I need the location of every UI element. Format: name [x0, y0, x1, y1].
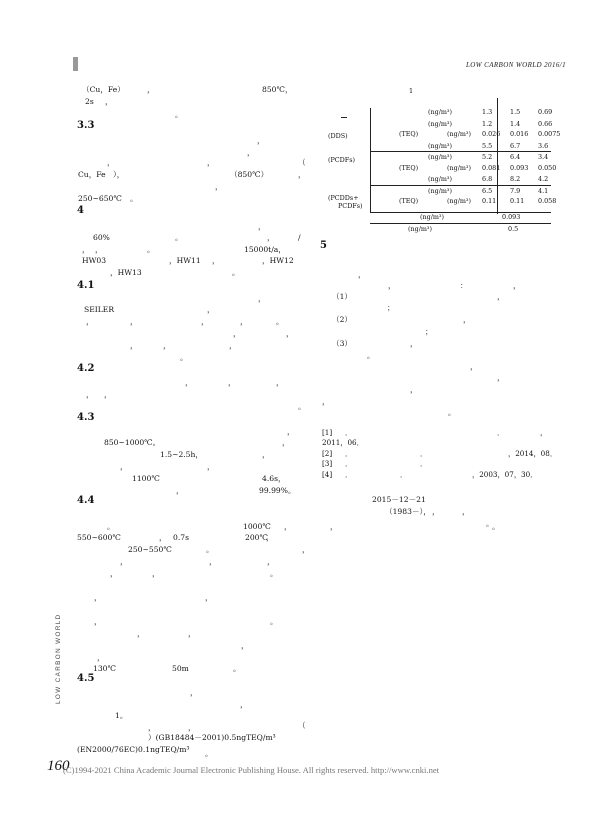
- text-run: ，: [137, 629, 145, 638]
- text-run: ，: [302, 545, 310, 554]
- text-run: ，HW12: [262, 256, 294, 265]
- table-cell-value: 0.0075: [538, 130, 561, 138]
- text-run: （3）: [332, 339, 353, 348]
- text-run: ，: [120, 462, 128, 471]
- text-run: ，: [215, 182, 223, 191]
- table-cell-value: 0.058: [538, 197, 557, 205]
- text-run: （2）: [332, 315, 353, 324]
- text-run: ，: [207, 462, 215, 471]
- table-cell-sub: (TEQ): [399, 164, 419, 172]
- section-heading: 4: [77, 205, 84, 216]
- text-run: 。: [206, 545, 214, 554]
- text-run: ，: [176, 486, 184, 495]
- text-run: ，: [185, 378, 193, 387]
- reference-text: ，2003，07，30．: [472, 470, 538, 479]
- text-run: ，: [188, 723, 196, 732]
- text-run: ，: [257, 136, 265, 145]
- text-run: ，: [207, 305, 215, 314]
- text-run: ，: [258, 294, 266, 303]
- text-run: ，: [463, 315, 471, 324]
- table-number: 1: [409, 87, 414, 95]
- table-cell-unit: (ng/m³): [428, 142, 452, 150]
- text-run: ，: [497, 373, 505, 382]
- author-info: ，: [432, 507, 440, 516]
- text-run: ，: [240, 700, 248, 709]
- page-number: 160: [47, 758, 70, 774]
- journal-header: LOW CARBON WORLD 2016/1: [466, 61, 567, 69]
- table-cell-group: (DDS): [328, 132, 348, 140]
- text-run: ，: [410, 385, 418, 394]
- text-run: ，: [209, 557, 217, 566]
- text-run: 15000t/a，: [244, 245, 286, 254]
- text-run: ，: [266, 533, 274, 542]
- text-run: ；: [387, 303, 395, 312]
- text-run: ，: [190, 688, 198, 697]
- text-run: ，: [284, 522, 292, 531]
- text-run: 99.99%。: [259, 486, 296, 495]
- text-run: ，: [240, 317, 248, 326]
- text-run: 1000℃: [243, 522, 271, 531]
- text-run: 。: [205, 749, 213, 758]
- text-run: ，: [212, 256, 220, 265]
- text-run: ，: [86, 390, 94, 399]
- text-run: ，: [207, 158, 215, 167]
- reference-text: ，2014，08．: [508, 449, 558, 458]
- text-run: ，: [95, 245, 103, 254]
- text-run: （Cu，Fe）: [82, 85, 125, 94]
- text-run: （: [298, 721, 306, 730]
- reference-number: [3]: [322, 459, 333, 468]
- text-run: ，: [147, 85, 155, 94]
- table-cell-unit: (ng/m³): [447, 130, 471, 138]
- text-run: 。: [298, 402, 306, 411]
- text-run: 。: [180, 353, 188, 362]
- table-cell-unit: (ng/m³): [447, 197, 471, 205]
- text-run: 850~1000℃。: [104, 438, 161, 447]
- author-info: ，: [462, 507, 470, 516]
- text-run: ，: [276, 378, 284, 387]
- text-run: ，: [388, 281, 396, 290]
- text-run: ，: [148, 723, 156, 732]
- reference-number: [2]: [322, 449, 333, 458]
- text-run: ，: [110, 569, 118, 578]
- table-cell-value: 0.69: [538, 108, 553, 116]
- text-run: （: [298, 158, 306, 167]
- table-cell-value: 0.026: [482, 130, 501, 138]
- reference-number: [1]: [322, 428, 333, 437]
- received-date: 2015－12－21: [372, 495, 426, 504]
- text-run: ，: [470, 362, 478, 371]
- reference-text: ，: [540, 428, 548, 437]
- text-run: ，: [298, 170, 306, 179]
- table-cell-value: 6.8: [482, 175, 493, 183]
- text-run: ，: [322, 397, 330, 406]
- table-cell-unit: (ng/m³): [408, 225, 432, 233]
- table-cell-value: 0.093: [510, 164, 529, 172]
- text-run: ，: [229, 341, 237, 350]
- header-bar-mark: [73, 57, 78, 71]
- text-run: 130℃: [93, 664, 116, 673]
- text-run: ，: [86, 317, 94, 326]
- table-cell-value: 6.7: [510, 142, 521, 150]
- table-cell-unit: (ng/m³): [447, 164, 471, 172]
- text-run: ，: [82, 245, 90, 254]
- text-run: ，: [497, 292, 505, 301]
- reference-text: ．: [420, 459, 428, 468]
- text-run: ：: [460, 281, 468, 290]
- text-run: ，: [201, 317, 209, 326]
- text-run: 200℃: [245, 533, 268, 542]
- text-run: ，: [233, 329, 241, 338]
- text-run: ，: [247, 148, 255, 157]
- text-run: 1.5~2.5h，: [160, 450, 204, 459]
- reference-text: ．: [497, 428, 505, 437]
- table-cell-group: (PCDFs): [328, 156, 356, 164]
- text-run: ，: [97, 653, 105, 662]
- table-cell-unit: (ng/m³): [428, 175, 452, 183]
- text-run: ，: [104, 390, 112, 399]
- reference-text: ．: [345, 428, 353, 437]
- table-cell-group: (PCDDs+: [328, 194, 359, 202]
- table-cell-value: 0.050: [538, 164, 557, 172]
- table-cell-sub: (TEQ): [399, 197, 419, 205]
- table-rule: [341, 117, 347, 118]
- text-run: ，HW11: [169, 256, 201, 265]
- text-run: ，: [205, 593, 213, 602]
- side-journal-label: LOW CARBON WORLD: [55, 613, 62, 704]
- text-run: ，: [258, 222, 266, 231]
- table-cell-value: 0.11: [482, 197, 497, 205]
- table-cell-sub: (TEQ): [399, 130, 419, 138]
- reference-text: ．: [345, 449, 353, 458]
- table-cell-value: 0.016: [510, 130, 529, 138]
- text-run: 0.7s: [173, 533, 189, 542]
- text-run: 。: [175, 110, 183, 119]
- text-run: 250~550℃: [128, 545, 172, 554]
- text-run: 。: [175, 233, 183, 242]
- table-rule: [370, 212, 551, 213]
- reference-text: ．: [420, 449, 428, 458]
- text-run: 。: [276, 317, 284, 326]
- text-run: ，: [513, 281, 521, 290]
- reference-number: [4]: [322, 470, 333, 479]
- text-run: ，: [267, 557, 275, 566]
- text-run: 。: [270, 617, 278, 626]
- reference-text: ．: [345, 459, 353, 468]
- section-heading: 5: [320, 240, 327, 251]
- table-cell-value: 0.66: [538, 120, 553, 128]
- text-run: ，: [107, 158, 115, 167]
- text-run: ；: [425, 327, 433, 336]
- table-cell-value: 0.093: [502, 213, 521, 221]
- table-cell-unit: (ng/m³): [428, 108, 452, 116]
- table-cell-value: 6.4: [510, 153, 521, 161]
- text-run: ，HW13: [110, 268, 142, 277]
- text-run: 50m: [172, 664, 189, 673]
- text-run: ），: [113, 170, 125, 179]
- table-cell-unit: (ng/m³): [420, 213, 444, 221]
- table-cell-value: 3.6: [538, 142, 549, 150]
- table-rule: [370, 151, 551, 152]
- text-run: ，: [130, 341, 138, 350]
- table-cell-value: 0.11: [510, 197, 525, 205]
- text-run: ，: [159, 533, 167, 542]
- text-run: Cu，Fe: [78, 170, 106, 179]
- text-run: 。: [130, 194, 138, 203]
- text-run: ，: [286, 329, 294, 338]
- text-run: ，: [358, 270, 366, 279]
- table-cell-value: 5.2: [482, 153, 493, 161]
- text-run: 。: [448, 408, 456, 417]
- section-heading: 4.4: [77, 495, 95, 506]
- section-heading: 4.1: [77, 280, 95, 291]
- table-cell-unit: (ng/m³): [428, 187, 452, 195]
- text-run: ，: [163, 341, 171, 350]
- text-run: ，: [410, 339, 418, 348]
- table-cell-value: 4.2: [538, 175, 549, 183]
- text-run: 2s: [85, 97, 94, 106]
- table-cell-unit: (ng/m³): [428, 120, 452, 128]
- text-run: ，: [130, 317, 138, 326]
- text-run: ，: [152, 569, 160, 578]
- table-cell-value: 1.3: [482, 108, 493, 116]
- table-cell-value: 3.4: [538, 153, 549, 161]
- text-run: ）(GB18484－2001)0.5ngTEQ/m³: [148, 733, 276, 742]
- table-cell-value: 5.5: [482, 142, 493, 150]
- text-run: ，: [188, 629, 196, 638]
- text-run: （1）: [332, 292, 353, 301]
- table-cell-value: 1.4: [510, 120, 521, 128]
- text-run: （850℃）: [230, 170, 269, 179]
- text-run: HW03: [82, 256, 107, 265]
- table-cell-value: 1.5: [510, 108, 521, 116]
- reference-text: 2011，06．: [322, 438, 364, 447]
- text-run: 。: [367, 351, 375, 360]
- table-cell-value: 7.9: [510, 187, 521, 195]
- table-cell-value: 1.2: [482, 120, 493, 128]
- table-cell-value: 8.2: [510, 175, 521, 183]
- text-run: ，: [120, 557, 128, 566]
- text-run: ，: [105, 97, 113, 106]
- author-info: 。: [486, 519, 494, 528]
- text-run: 850℃，: [262, 85, 293, 94]
- text-run: 。: [270, 569, 278, 578]
- text-run: (EN2000/76EC)0.1ngTEQ/m³: [77, 745, 190, 754]
- table-cell-group: PCDFs): [338, 202, 363, 210]
- text-run: /: [298, 233, 301, 242]
- text-run: 。: [232, 268, 240, 277]
- section-heading: 3.3: [77, 120, 95, 131]
- table-rule: [370, 223, 551, 224]
- text-run: 。: [147, 245, 155, 254]
- text-run: ，: [282, 438, 290, 447]
- table-rule: [370, 185, 551, 186]
- table-rule: [497, 98, 498, 214]
- text-run: 550~600℃: [77, 533, 121, 542]
- text-run: 4.6s，: [262, 474, 286, 483]
- section-heading: 4.2: [77, 363, 95, 374]
- text-run: ，: [267, 233, 275, 242]
- reference-text: ．: [400, 470, 408, 479]
- text-run: 60%: [93, 233, 110, 242]
- table-cell-value: 4.1: [538, 187, 549, 195]
- text-run: ，: [330, 522, 338, 531]
- section-heading: 4.5: [77, 673, 95, 684]
- text-run: 。: [107, 522, 115, 531]
- table-rule: [370, 108, 371, 212]
- text-run: 。: [492, 522, 500, 531]
- text-run: ，: [94, 617, 102, 626]
- text-run: ，: [94, 593, 102, 602]
- table-cell-value: 0.081: [482, 164, 501, 172]
- section-heading: 4.3: [77, 412, 95, 423]
- text-run: 1100℃: [132, 474, 160, 483]
- text-run: ，: [262, 450, 270, 459]
- table-cell-value: 6.5: [482, 187, 493, 195]
- text-run: SEILER: [84, 305, 115, 314]
- text-run: ，: [241, 641, 249, 650]
- table-cell-value: 0.5: [508, 225, 519, 233]
- author-info: （1983－），: [385, 507, 431, 516]
- text-run: 1。: [115, 711, 128, 720]
- text-run: ，: [287, 427, 295, 436]
- reference-text: ．: [345, 470, 353, 479]
- text-run: ，: [228, 378, 236, 387]
- table-cell-unit: (ng/m³): [428, 153, 452, 161]
- text-run: 250~650℃: [78, 194, 122, 203]
- text-run: 。: [233, 664, 241, 673]
- copyright-footer: (C)1994-2021 China Academic Journal Electronic Publishing House. All rights reserved. http://www.cnki.net: [63, 765, 440, 775]
